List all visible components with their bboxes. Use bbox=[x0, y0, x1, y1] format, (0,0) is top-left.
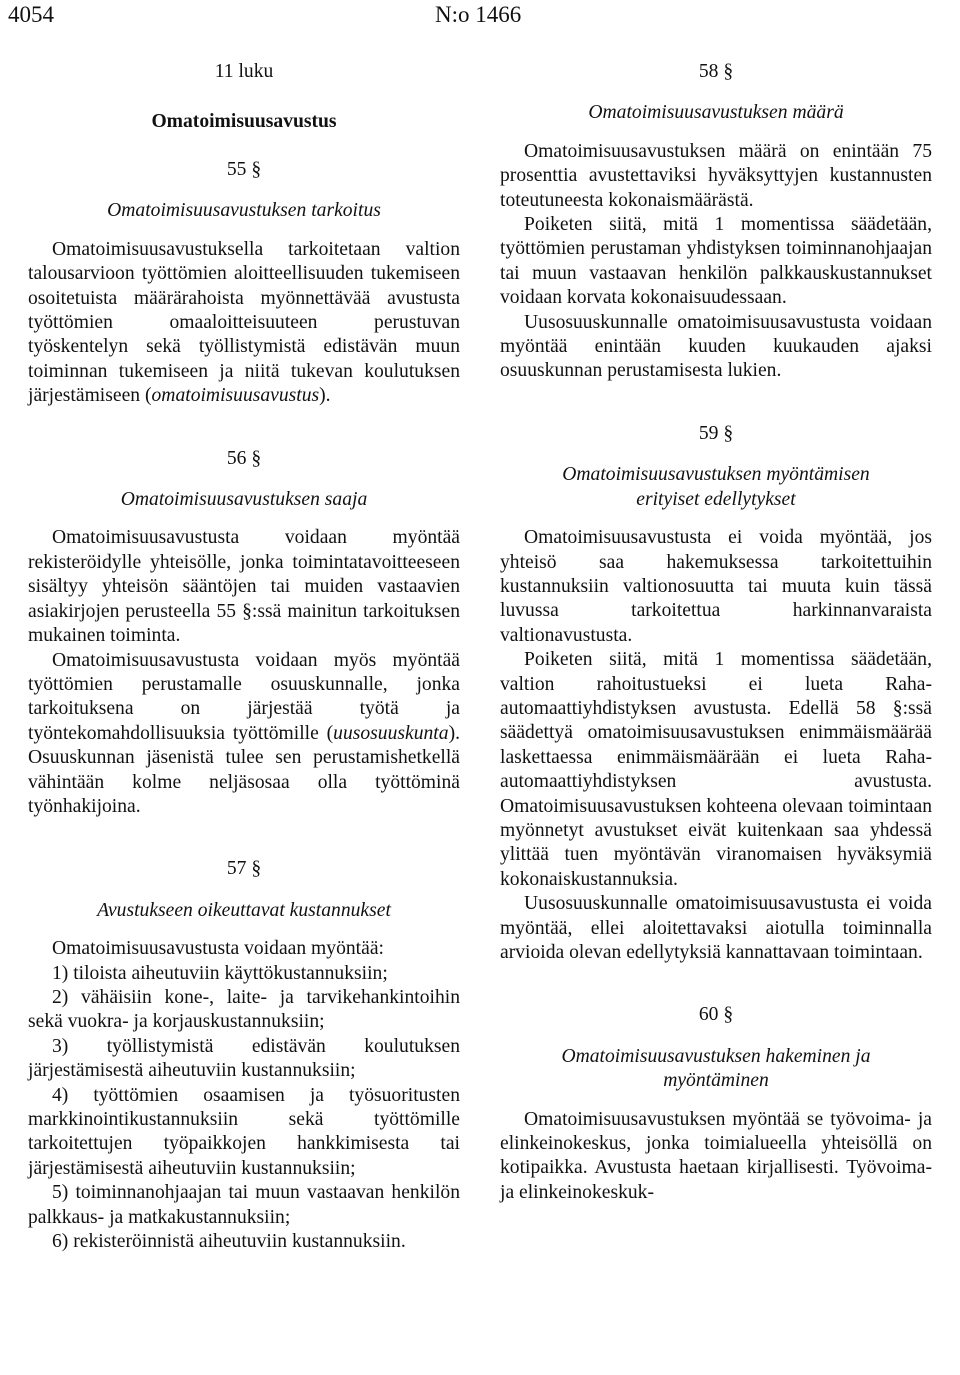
list-item: 6) rekisteröinnistä aiheutuviin kustannuksiin. bbox=[52, 1231, 406, 1253]
section-60-title-line-1: Omatoimisuusavustuksen hakeminen ja bbox=[561, 1045, 871, 1067]
list-item: 4) työttömien osaamisen ja työsuoritusten markkinointikustannuksiin sekä työttömille tarkoitettujen työpaikkojen hankkimisesta tai järjestämisestä aiheutuviin kustannuksiin; bbox=[28, 1084, 460, 1179]
section-55-paragraph bbox=[28, 238, 460, 409]
section-59-title bbox=[500, 463, 932, 512]
right-column bbox=[500, 60, 932, 1205]
section-58-title: Omatoimisuusavustuksen määrä bbox=[588, 102, 844, 124]
section-55-term: omatoimisuusavustus bbox=[151, 385, 320, 407]
section-60-number: 60 § bbox=[698, 1004, 734, 1026]
section-58-paragraph-3: Uusosuuskunnalle omatoimisuusavustusta voidaan myöntää enintään kuuden kuukauden ajaksi osuuskunnan perustamisesta lukien. bbox=[500, 311, 932, 382]
section-58-paragraph-1: Omatoimisuusavustuksen määrä on enintään 75 prosenttia avustettaviksi hyväksyttyjen kustannusten toteutuneesta kokonaismäärästä. bbox=[500, 140, 932, 211]
section-60-title-line-2: myöntäminen bbox=[663, 1070, 769, 1092]
section-57-number: 57 § bbox=[226, 858, 262, 880]
section-57-intro: Omatoimisuusavustusta voidaan myöntää: bbox=[52, 938, 384, 960]
section-59-title-line-2: erityiset edellytykset bbox=[636, 488, 796, 510]
section-56-term: uusosuuskunta bbox=[333, 722, 449, 744]
issue-number: N:o 1466 bbox=[435, 2, 522, 27]
chapter-label: 11 luku bbox=[214, 61, 274, 82]
section-59-paragraph-2: Poiketen siitä, mitä 1 momentissa säädetään, valtion rahoitustueksi ei lueta Raha-automaattiyhdistyksen avustusta. Edellä 58 §:ssä säädettyä omatoimisuusavustuksen enimmäismäärää laskettaessa enimmäismäärään ei lueta Raha-automaattiyhdistyksen avustusta. Omatoimisuusavustuksen kohteena olevaan toimintaan myönnetyt avustukset eivät kuitenkaan saa yhdessä ylittää tuen myöntävän viranomaisen hyväksymiä kokonaiskustannuksia. bbox=[500, 649, 932, 890]
section-56-number: 56 § bbox=[226, 447, 262, 469]
page-header bbox=[8, 0, 952, 30]
chapter-title: Omatoimisuusavustus bbox=[151, 111, 337, 132]
left-column bbox=[28, 60, 460, 1254]
section-56-text-b: ). Osuuskunnan jäsenistä tulee sen perustamishetkellä vähintään kolme neljäsosaa olla työttöminä työnhakijoina. bbox=[28, 722, 460, 817]
section-59-number: 59 § bbox=[698, 422, 734, 444]
section-57-title: Avustukseen oikeuttavat kustannukset bbox=[97, 899, 391, 921]
page-number: 4054 bbox=[8, 2, 54, 27]
list-item: 1) tiloista aiheutuviin käyttökustannuksiin; bbox=[52, 962, 388, 984]
section-55-text-b: ). bbox=[319, 385, 331, 407]
section-59-paragraph-1: Omatoimisuusavustusta ei voida myöntää, jos yhteisö saa hakemuksessa tarkoitettuihin kustannuksiin valtionosuutta tai muuta kuin tässä luvussa tarkoitettua harkinnanvaraista valtionavustusta. bbox=[500, 527, 932, 646]
section-60-title bbox=[500, 1045, 932, 1094]
list-item: 3) työllistymistä edistävän koulutuksen järjestämisestä aiheutuviin kustannuksiin; bbox=[28, 1035, 460, 1082]
section-59-paragraph-3: Uusosuuskunnalle omatoimisuusavustusta ei voida myöntää, ellei aloitettavaksi aiotulla toiminnalla arvioida olevan edellytyksiä kannattavaan toimintaan. bbox=[500, 893, 932, 963]
section-55-number: 55 § bbox=[226, 159, 262, 180]
list-item: 5) toiminnanohjaajan tai muun vastaavan henkilön palkkaus- ja matkakustannuksiin; bbox=[28, 1182, 460, 1228]
section-55-text-a: Omatoimisuusavustuksella tarkoitetaan valtion talousarvioon työttömien aloitteellisuuden tukemiseen osoitetuista määrärahoista myönnettävää avustusta työttömien omaaloitteisuuteen perustuvan työskentelyn sekä työllistymistä edistävän muun toiminnan tukemiseen ja niitä tukevan koulutuksen järjestämiseen ( bbox=[28, 238, 460, 407]
section-56-title: Omatoimisuusavustuksen saaja bbox=[120, 489, 368, 511]
section-56-paragraph-1: Omatoimisuusavustusta voidaan myöntää rekisteröidylle yhteisölle, jonka toimintatavoitteeseen sisältyy yhteisön sääntöjen tai muiden vastaavien asiakirjojen perusteella 55 §:ssä mainitun tarkoituksen mukainen toiminta. bbox=[28, 527, 460, 647]
section-58-number: 58 § bbox=[698, 61, 734, 82]
section-58-paragraph-2: Poiketen siitä, mitä 1 momentissa säädetään, työttömien perustaman yhdistyksen toiminnanohjaajan tai muun vastaavan henkilön palkkauskustannukset voidaan korvata kokonaisuudessaan. bbox=[500, 214, 932, 309]
section-59-title-line-1: Omatoimisuusavustuksen myöntämisen bbox=[562, 464, 870, 486]
section-60-paragraph-1: Omatoimisuusavustuksen myöntää se työvoima- ja elinkeinokeskus, jonka toimialueella yhteisöllä on kotipaikka. Avustusta haetaan kirjallisesti. Työvoima- ja elinkeinokeskuk- bbox=[500, 1108, 932, 1203]
section-55-title: Omatoimisuusavustuksen tarkoitus bbox=[107, 200, 381, 222]
section-56-text-a: Omatoimisuusavustusta voidaan myös myöntää työttömien perustamalle osuuskunnalle, jonka tarkoituksena on järjestää työtä ja työntekomahdollisuuksia työttömille ( bbox=[28, 649, 460, 744]
section-56-paragraph-2 bbox=[28, 649, 460, 820]
list-item: 2) vähäisiin kone-, laite- ja tarvikehankintoihin sekä vuokra- ja korjauskustannuksiin; bbox=[28, 986, 460, 1033]
